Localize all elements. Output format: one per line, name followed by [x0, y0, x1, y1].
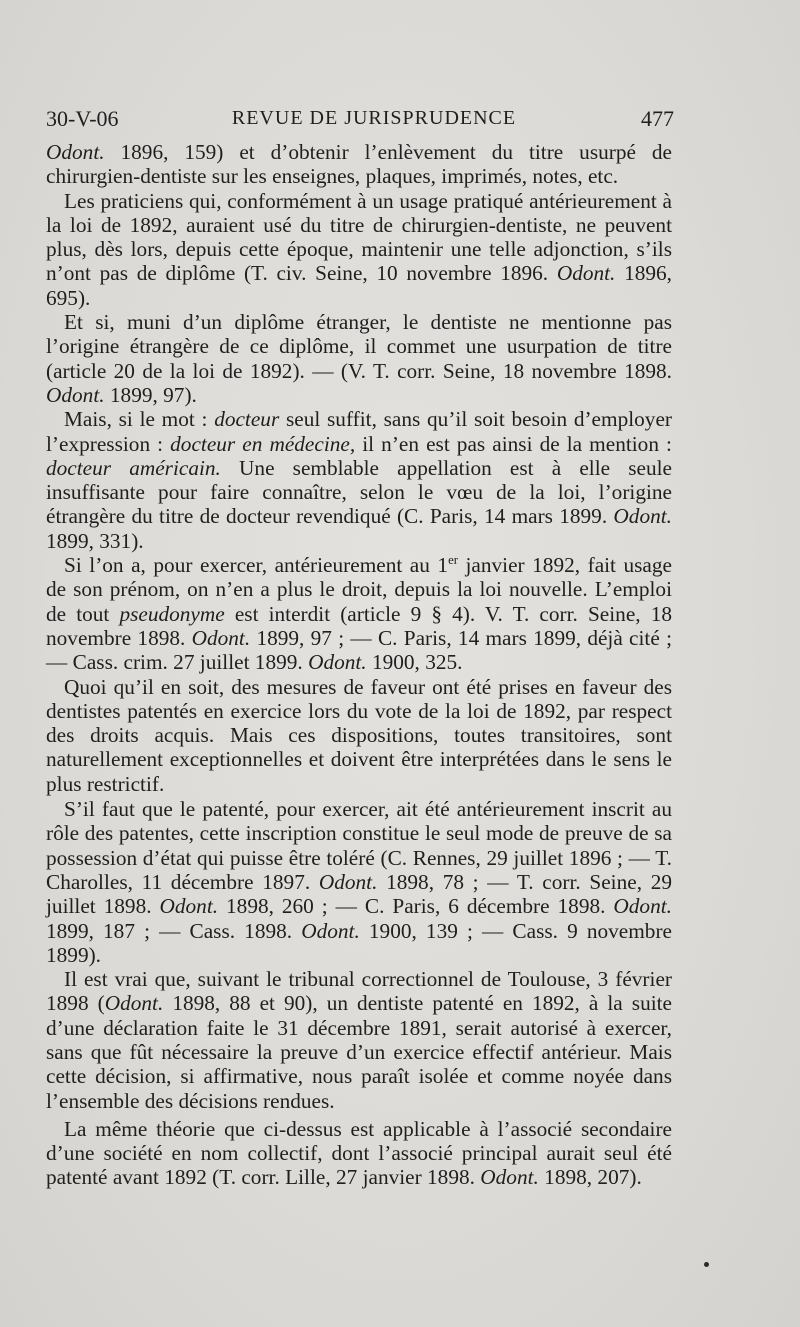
text-segment: il n’en est pas ainsi de la mention : [355, 431, 672, 456]
paragraph-2 [46, 189, 672, 310]
superscript-text: er [448, 552, 458, 567]
text-segment: 1899, 97). [104, 382, 197, 407]
text-segment: Les praticiens qui, conformément à un usage pratiqué antérieurement à la loi de 1892, auraient usé du titre de chirurgien-dentiste, ne peuvent plus, dès lors, depuis cette époque, maintenir une telle adjonction, s’ils n’ont pas de diplôme (T. civ. Seine, 10 novembre 1896. [46, 188, 672, 286]
text-segment: 1898, 260 ; — C. Paris, 6 décembre 1898. [218, 894, 614, 919]
paragraph-5 [46, 553, 672, 674]
page-speck-mark [704, 1262, 709, 1267]
italic-text: Odont. [556, 261, 616, 286]
text-segment: Mais, si le mot : [64, 407, 215, 432]
text-segment: S’il faut que le patenté, pour exercer, ait été antérieurement inscrit au rôle des patentes, cette inscription constitue le seul mode de preuve de sa possession d’état qui puisse être toléré (C. Rennes, 29 juillet 1896 ; — T. Charolles, 11 décembre 1897. [46, 797, 672, 894]
text-segment: 1899, 97 ; — C. Paris, 14 mars 1899, déjà cité ; — Cass. crim. 27 juillet 1899. [46, 625, 672, 675]
page-number: 477 [641, 106, 674, 131]
italic-text: Odont. [480, 1165, 539, 1190]
italic-text: Odont. [191, 625, 251, 650]
text-segment: 1900, 325. [366, 650, 463, 675]
paragraph-1 [46, 140, 672, 189]
paragraph-6 [46, 675, 672, 796]
text-segment: 1896, 695). [46, 261, 672, 310]
italic-text: pseudonyme [119, 601, 225, 626]
text-segment: Il est vrai que, suivant le tribunal correctionnel de Toulouse, 3 février 1898 ( [46, 967, 672, 1016]
italic-text: Odont. [301, 918, 360, 943]
text-segment: 1899, 187 ; — Cass. 1898. [46, 918, 302, 943]
header-journal-title: REVUE DE JURISPRUDENCE [231, 107, 517, 129]
paragraph-9 [46, 1117, 672, 1190]
italic-text: docteur [214, 407, 280, 432]
italic-text: docteur américain. [46, 455, 221, 480]
text-segment: Si l’on a, pour exercer, antérieurement au 1 [64, 553, 449, 578]
text-segment: 1900, 139 ; — Cass. 9 novembre 1899). [46, 918, 672, 967]
body-text [46, 140, 672, 1190]
header-date: 30-V-06 [46, 106, 119, 131]
paragraph-4 [46, 407, 672, 553]
italic-text: docteur en médecine, [170, 431, 356, 456]
text-segment: est interdit (article 9 § 4). V. T. corr. Seine, 18 novembre 1898. [46, 601, 673, 650]
text-segment: seul suffit, sans qu’il soit besoin d’employer l’expression : [46, 407, 672, 456]
text-segment: Une semblable appellation est à elle seule insuffisante pour faire connaître, selon le vœu de la loi, l’origine étrangère du titre de docteur revendiqué (C. Paris, 14 mars 1899. [46, 455, 672, 529]
text-segment: 1898, 207). [538, 1165, 642, 1190]
italic-text: Odont. [613, 504, 672, 529]
italic-text: Odont. [308, 650, 367, 675]
italic-text: Odont. [613, 894, 672, 919]
paragraph-3 [46, 310, 672, 407]
italic-text: Odont. [318, 869, 378, 894]
text-segment: 1896, 159) et d’obtenir l’enlèvement du titre usurpé de chirurgien-dentiste sur les enseignes, plaques, imprimés, notes, etc. [46, 140, 672, 189]
italic-text: Odont. [159, 894, 219, 919]
italic-text: Odont. [46, 140, 105, 164]
text-segment: Et si, muni d’un diplôme étranger, le dentiste ne mentionne pas l’origine étrangère de ce diplôme, il commet une usurpation de titre (article 20 de la loi de 1892). — (V. T. corr. Seine, 18 novembre 1898. [46, 310, 672, 383]
text-segment: janvier 1892, fait usage de son prénom, on n’en a plus le droit, depuis la loi nouvelle. L’emploi de tout [46, 553, 672, 626]
italic-text: Odont. [104, 991, 164, 1016]
italic-text: Odont. [46, 382, 105, 407]
text-segment: Quoi qu’il en soit, des mesures de faveur ont été prises en faveur des dentistes patentés en exercice lors du vote de la loi de 1892, par respect des droits acquis. Mais ces dispositions, toutes transitoires, sont naturellement exceptionnelles et doivent être interprétées dans le sens le plus restrictif. [46, 674, 672, 796]
paragraph-8 [46, 967, 672, 1113]
paragraph-7 [46, 797, 672, 967]
running-header [46, 106, 674, 140]
text-segment: 1898, 78 ; — T. corr. Seine, 29 juillet 1898. [46, 869, 672, 919]
text-segment: 1899, 331). [46, 528, 144, 553]
text-segment: 1898, 88 et 90), un dentiste patenté en 1892, à la suite d’une déclaration faite le 31 décembre 1891, serait autorisé à exercer, sans que fût nécessaire la preuve d’un exercice effectif antérieur. Mais cette décision, si affirmative, nous paraît isolée et comme noyée dans l’ensemble des décisions rendues. [46, 991, 672, 1113]
text-segment: La même théorie que ci-dessus est applicable à l’associé secondaire d’une société en nom collectif, dont l’associé principal aurait seul été patenté avant 1892 (T. corr. Lille, 27 janvier 1898. [46, 1116, 672, 1190]
